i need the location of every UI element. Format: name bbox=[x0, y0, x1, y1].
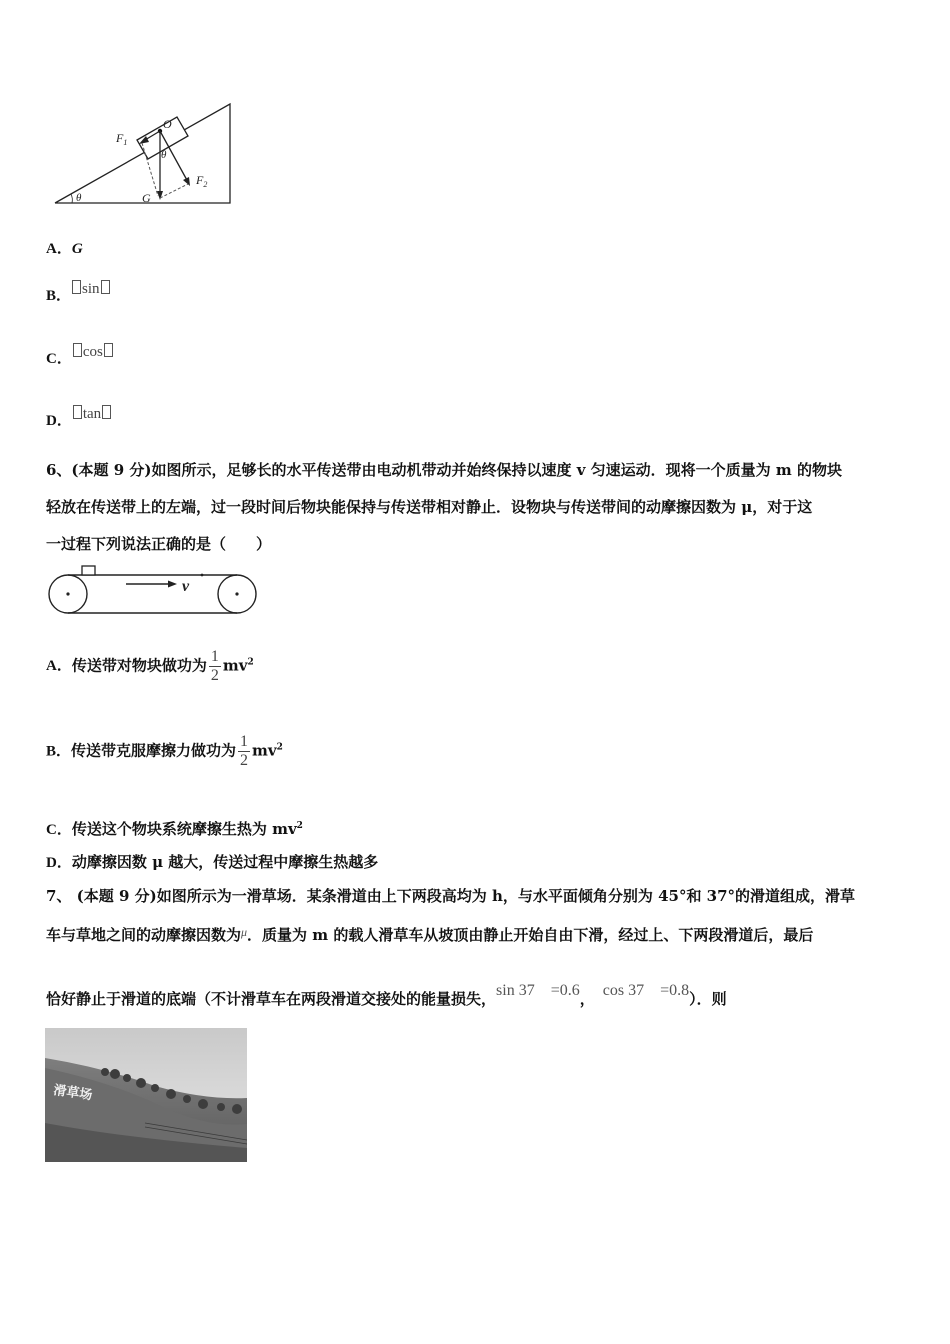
fraction-one-half: $\frac{1}{2}$ bbox=[210, 648, 219, 684]
label-theta-base: θ bbox=[76, 192, 82, 204]
q5-option-a: A．G bbox=[46, 241, 83, 257]
label-F2: $F_2$ bbox=[196, 173, 208, 189]
grass-ski-field-photo bbox=[45, 1028, 247, 1162]
label-G: G bbox=[142, 191, 151, 205]
velocity-label: v bbox=[182, 578, 190, 595]
sin-expression: sin 37 =0.6 bbox=[496, 982, 580, 999]
q6-option-a: A．传送带对物块做功为 $\frac{1}{2}$ $mv^2$ bbox=[46, 648, 254, 684]
q6-stem-line2: 轻放在传送带上的左端，过一段时间后物块能保持与传送带相对静止．设物块与传送带间的动摩擦因数为 μ，对于这 bbox=[46, 498, 813, 516]
q7-stem-line2: 车与草地之间的动摩擦因数为$^\mu$．质量为 m 的载人滑草车从坡顶由静止开始自由下滑，经过上、下两段滑道后，最后 bbox=[46, 925, 814, 944]
q6-option-c: C．传送这个物块系统摩擦生热为 $mv^2$ bbox=[46, 820, 303, 838]
q5-option-d: D． tan bbox=[46, 405, 112, 426]
block bbox=[82, 566, 95, 575]
q6-option-b: B．传送带克服摩擦力做功为 $\frac{1}{2}$ $mv^2$ bbox=[46, 733, 283, 769]
conveyor-belt-diagram bbox=[44, 563, 260, 615]
incline-force-diagram bbox=[50, 98, 240, 210]
label-theta-top: θ bbox=[161, 149, 167, 161]
q6-stem-line3: 一过程下列说法正确的是（ ） bbox=[46, 535, 272, 553]
photo-caption: 滑草场 bbox=[52, 1083, 94, 1104]
q7-stem-line3: 恰好静止于滑道的底端（不计滑草车在两段滑道交接处的能量损失，sin 37 =0.6， cos 37 =0.8）．则 bbox=[46, 982, 727, 1008]
cos-expression: cos 37 =0.8 bbox=[602, 982, 690, 999]
fraction-one-half: $\frac{1}{2}$ bbox=[240, 733, 249, 769]
q5-option-c: C． cos bbox=[46, 343, 114, 364]
label-F1: $F_1$ bbox=[116, 131, 128, 147]
q6-option-d: D．动摩擦因数 μ 越大，传送过程中摩擦生热越多 bbox=[46, 853, 379, 871]
q6-stem-line1: 6、(本题 9 分)如图所示，足够长的水平传送带由电动机带动并始终保持以速度 v 匀速运动．现将一个质量为 m 的物块 bbox=[46, 461, 842, 479]
label-O: O bbox=[163, 117, 172, 131]
q7-stem-line1: 7、 (本题 9 分)如图所示为一滑草场．某条滑道由上下两段高均为 h，与水平面倾角分别为 45°和 37°的滑道组成，滑草 bbox=[46, 887, 856, 905]
q5-option-b: B． sin bbox=[46, 280, 111, 301]
